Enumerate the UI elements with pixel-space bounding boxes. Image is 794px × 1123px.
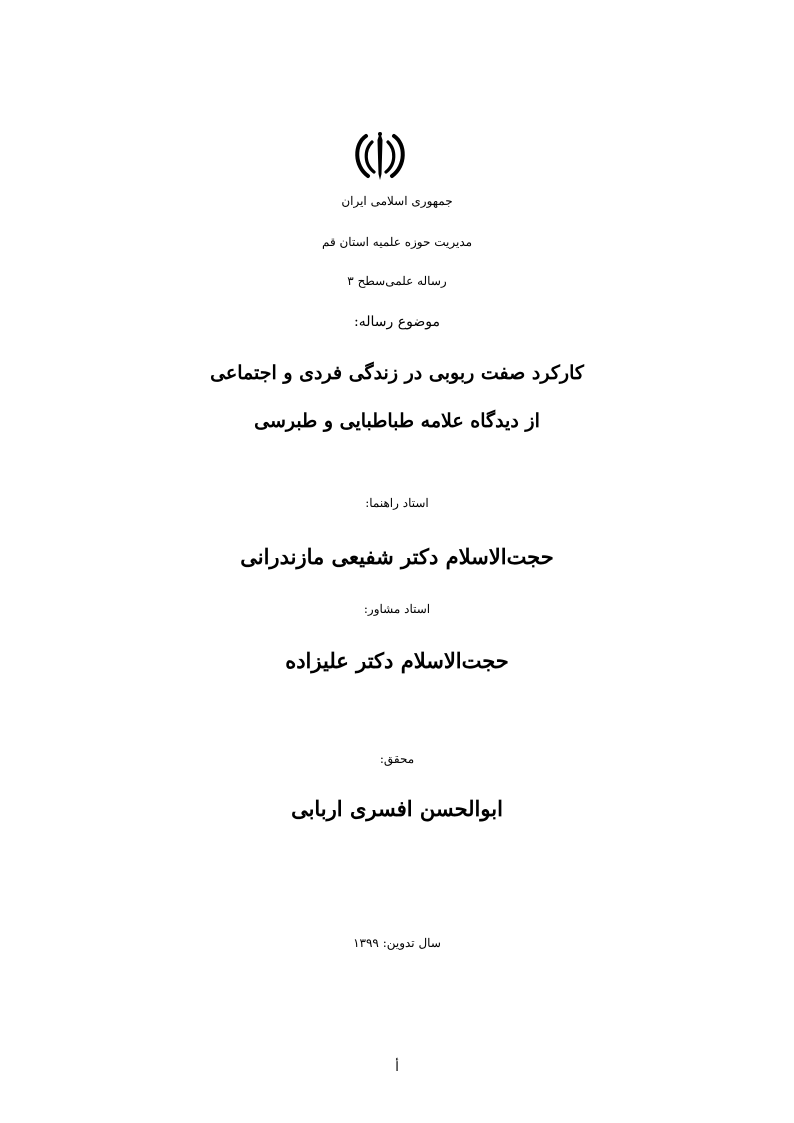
thesis-level: رساله علمی‌سطح ۳ bbox=[347, 274, 447, 288]
compilation-year: سال تدوین: ۱۳۹۹ bbox=[353, 936, 441, 950]
supervisor-name: حجت‌الاسلام دکتر شفیعی مازندرانی bbox=[240, 544, 554, 569]
thesis-title-line1: کارکرد صفت ربوبی در زندگی فردی و اجتماعی bbox=[210, 362, 584, 384]
researcher-label: محقق: bbox=[379, 752, 415, 766]
country-name: جمهوری اسلامی ایران bbox=[341, 194, 453, 208]
supervisor-label: استاد راهنما: bbox=[365, 496, 429, 510]
page-number: أ bbox=[395, 1060, 399, 1075]
advisor-name: حجت‌الاسلام دکتر علیزاده bbox=[285, 648, 509, 673]
advisor-label: استاد مشاور: bbox=[363, 602, 431, 616]
iran-emblem-icon bbox=[352, 130, 408, 182]
thesis-title-line2: از دیدگاه علامه طباطبایی و طبرسی bbox=[254, 410, 540, 432]
topic-label: موضوع رساله: bbox=[354, 314, 440, 330]
institution-name: مدیریت حوزه علمیه استان قم bbox=[321, 235, 473, 249]
researcher-name: ابوالحسن افسری اربابی bbox=[291, 796, 503, 821]
